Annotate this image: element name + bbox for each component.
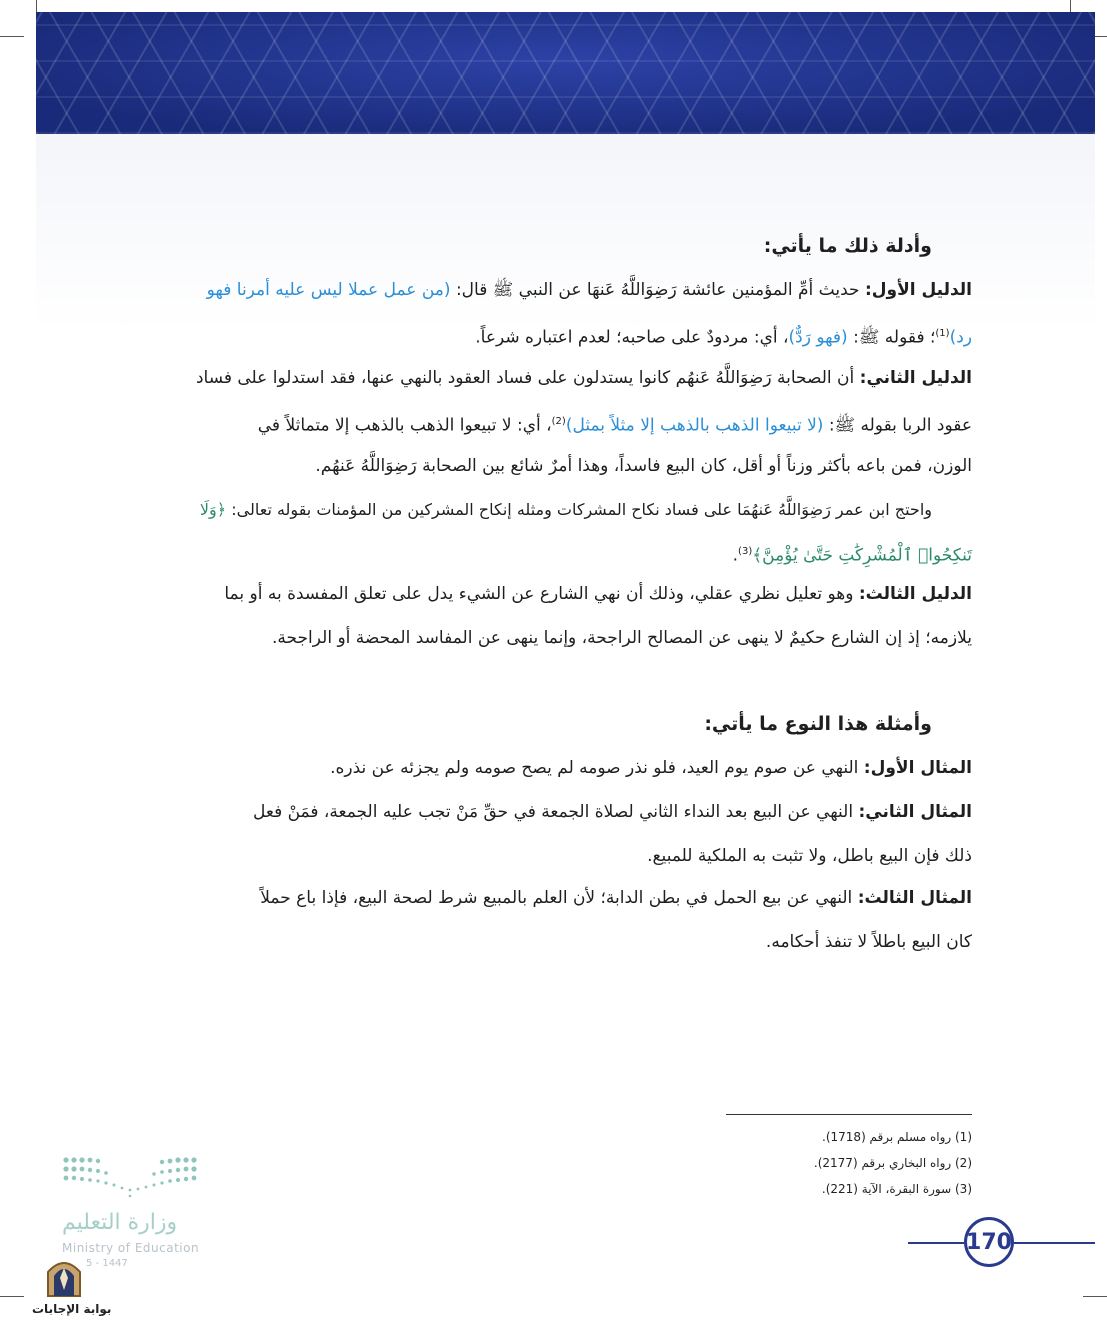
evidence-1-text-2: ؛ فقوله ﷺ: [847,327,936,348]
answers-portal-logo-icon [44,1256,84,1298]
hadith-quote-gold: (لا تبيعوا الذهب بالذهب إلا مثلاً بمثل) [565,415,824,436]
evidence-2-text-3: ، أي: لا تبيعوا الذهب بالذهب إلا متماثلاً في [257,415,552,436]
evidence-3-text: وهو تعليل نظري عقلي، وذلك أن نهي الشارع عن الشيء يدل على تعلق المفسدة به أو بما [224,584,859,604]
evidence-3-line-2 [160,626,972,650]
header-banner [36,12,1095,134]
footnote-ref-1: (1) [935,328,950,339]
example-2-text: النهي عن البيع بعد النداء الثاني لصلاة الجمعة في حقِّ مَنْ تجب عليه الجمعة، فمَنْ فعل [253,802,859,822]
example-2-label: المثال الثاني: [858,802,972,822]
footnote-divider [726,1114,972,1115]
hadith-quote: (من عمل عملا ليس عليه أمرنا فهو [206,280,451,300]
footnote-3: (3) سورة البقرة، الآية (221). [821,1182,972,1196]
hadith-quote-end: رد) [949,327,972,348]
quran-verse-end: تَنكِحُوا۟ ٱلْمُشْرِكَٰتِ حَتَّىٰ يُؤْمِنَّ﴾ [752,545,972,566]
evidence-1-label: الدليل الأول: [864,280,972,300]
example-1-text: النهي عن صوم يوم العيد، فلو نذر صومه لم يصح صومه ولم يجزئه عن نذره. [330,758,864,778]
evidence-3-label: الدليل الثالث: [858,584,972,604]
example-1-label: المثال الأول: [863,758,972,778]
evidence-extra-line-2 [160,540,972,568]
evidence-extra-text: واحتج ابن عمر رَضِوَاللَّهُ عَنهُمَا على فساد نكاح المشركات ومثله إنكاح المشركين من المؤمنات بقوله تعالى: [226,500,932,519]
verse-period: . [732,545,739,566]
section-heading-evidence: وأدلة ذلك ما يأتي: [763,235,932,257]
evidence-2-label: الدليل الثاني: [859,368,972,388]
answers-portal-label: بوابة الإجابات [32,1302,112,1316]
crop-mark [0,1296,24,1297]
footnote-ref-2: (2) [551,416,566,427]
page-number-rule-left [908,1242,964,1244]
crop-mark [1083,1296,1107,1297]
section-heading-examples: وأمثلة هذا النوع ما يأتي: [704,713,932,735]
ministry-name-arabic: وزارة التعليم [62,1210,178,1235]
evidence-2-line-1 [160,366,972,390]
evidence-1-text-3: ، أي: مردودٌ على صاحبه؛ لعدم اعتباره شرعاً. [475,327,789,348]
evidence-3-text-2: يلازمه؛ إذ إن الشارع حكيمٌ لا ينهى عن المصالح الراجحة، وإنما ينهى عن المفاسد المحضة أو الراجحة. [272,628,972,648]
quran-verse: ﴿وَلَا [199,500,227,519]
page-number: 170 [964,1217,1014,1267]
evidence-1-line-1 [160,278,972,302]
footnote-1: (1) رواه مسلم برقم (1718). [822,1130,972,1144]
footnote-ref-3: (3) [738,546,753,557]
example-3-line-1 [160,886,972,910]
evidence-2-text: أن الصحابة رَضِوَاللَّهُ عَنهُم كانوا يستدلون على فساد العقود بالنهي عنها، فقد استدلوا على فساد [195,368,860,388]
example-2-line-1 [160,800,972,824]
example-3-text: النهي عن بيع الحمل في بطن الدابة؛ لأن العلم بالمبيع شرط لصحة البيع، فإذا باع حملاً [260,888,858,908]
evidence-1-line-2 [160,322,972,350]
evidence-2-line-3 [160,454,972,478]
crop-mark [0,36,24,37]
example-3-text-2: كان البيع باطلاً لا تنفذ أحكامه. [765,932,972,952]
evidence-2-text-4: الوزن، فمن باعه بأكثر وزناً أو أقل، كان البيع فاسداً، وهذا أمرٌ شائع بين الصحابة رَضِوَاللَّهُ عَنهُم. [315,456,972,476]
evidence-1-text: حديث أمِّ المؤمنين عائشة رَضِوَاللَّهُ عَنهَا عن النبي ﷺ قال: [450,280,865,300]
example-2-text-2: ذلك فإن البيع باطل، ولا تثبت به الملكية للمبيع. [647,846,972,866]
example-2-line-2 [160,844,972,868]
ministry-logo-icon [62,1156,198,1200]
evidence-extra-line-1 [160,498,932,522]
ministry-name-english: Ministry of Education [62,1241,200,1255]
evidence-2-line-2 [160,410,972,438]
evidence-3-line-1 [160,582,972,606]
page-number-rule-right [1014,1242,1095,1244]
example-1-line [160,756,972,780]
ministry-year: 5 - 1447 [86,1258,128,1269]
example-3-label: المثال الثالث: [857,888,972,908]
hadith-quote-short: (فهو رَدٌّ) [788,327,848,348]
example-3-line-2 [160,930,972,954]
footnote-2: (2) رواه البخاري برقم (2177). [813,1156,972,1170]
evidence-2-text-2: عقود الربا بقوله ﷺ: [823,415,972,436]
